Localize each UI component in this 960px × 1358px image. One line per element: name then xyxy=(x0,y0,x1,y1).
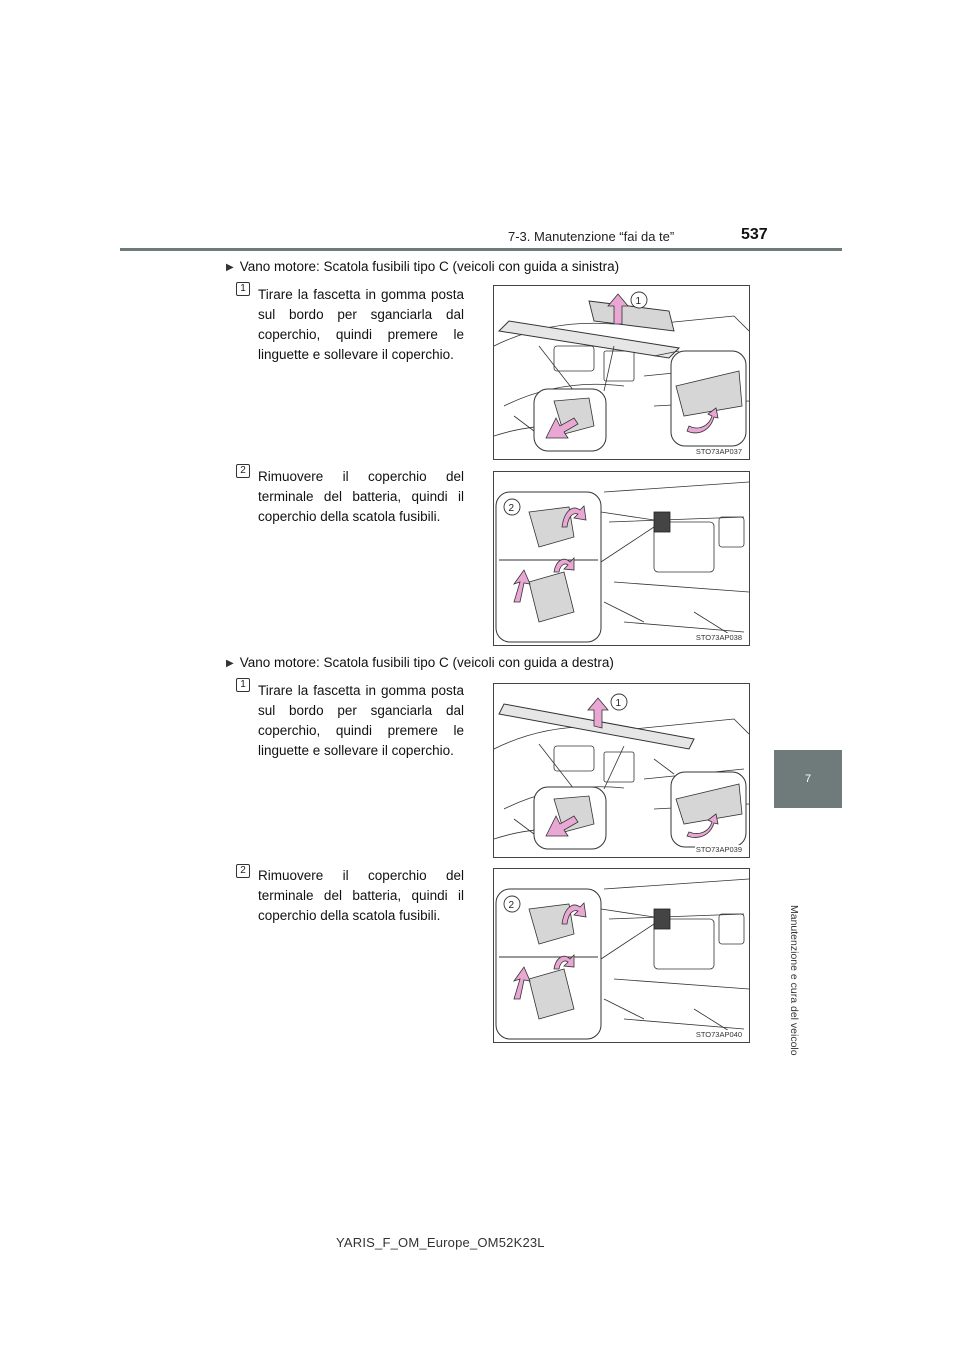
page-number: 537 xyxy=(741,226,768,243)
engine-bay-illustration xyxy=(494,286,750,460)
chapter-tab[interactable] xyxy=(774,750,842,808)
step-text: Rimuovere il coperchio del terminale del batteria, quindi il coperchio della scatola fusibili. xyxy=(258,469,464,524)
footer-document-code: YARIS_F_OM_Europe_OM52K23L xyxy=(336,1235,545,1250)
svg-text:1: 1 xyxy=(615,698,622,709)
step-number-badge: 1 xyxy=(236,678,250,692)
figure-fuse-box-cover-lhd xyxy=(493,285,750,460)
engine-bay-illustration xyxy=(494,472,750,646)
engine-bay-illustration xyxy=(494,684,750,858)
figure-battery-terminal-cover-rhd xyxy=(493,868,750,1043)
figure-code: STO73AP038 xyxy=(695,633,742,642)
step-text: Tirare la fascetta in gomma posta sul bordo per sganciarla dal coperchio, quindi premere le linguette e sollevare il coperchio. xyxy=(258,287,464,362)
bullet-triangle-icon: ▶ xyxy=(226,262,234,273)
svg-text:1: 1 xyxy=(635,296,642,307)
svg-text:2: 2 xyxy=(508,900,515,911)
step-number-badge: 2 xyxy=(236,464,250,478)
engine-bay-illustration xyxy=(494,869,750,1043)
step-number-badge: 2 xyxy=(236,864,250,878)
bullet-triangle-icon: ▶ xyxy=(226,658,234,669)
section-heading-rhd xyxy=(226,655,614,670)
chapter-side-label: Manutenzione e cura del veicolo xyxy=(788,905,800,1056)
figure-code: STO73AP040 xyxy=(695,1030,742,1039)
step-text: Tirare la fascetta in gomma posta sul bordo per sganciarla dal coperchio, quindi premere le linguette e sollevare il coperchio. xyxy=(258,683,464,758)
section-heading-text: Vano motore: Scatola fusibili tipo C (veicoli con guida a sinistra) xyxy=(239,259,620,274)
figure-battery-terminal-cover-lhd xyxy=(493,471,750,646)
step-text: Rimuovere il coperchio del terminale del batteria, quindi il coperchio della scatola fusibili. xyxy=(258,868,464,923)
section-heading-lhd xyxy=(226,259,619,274)
figure-code: STO73AP037 xyxy=(695,447,742,456)
chapter-number: 7 xyxy=(804,773,812,785)
header-rule xyxy=(120,248,842,251)
header-section-title: 7-3. Manutenzione “fai da te” xyxy=(508,229,675,244)
svg-text:2: 2 xyxy=(508,503,515,514)
figure-fuse-box-cover-rhd xyxy=(493,683,750,858)
section-heading-text: Vano motore: Scatola fusibili tipo C (veicoli con guida a destra) xyxy=(239,655,614,670)
step-number-badge: 1 xyxy=(236,282,250,296)
figure-code: STO73AP039 xyxy=(695,845,742,854)
